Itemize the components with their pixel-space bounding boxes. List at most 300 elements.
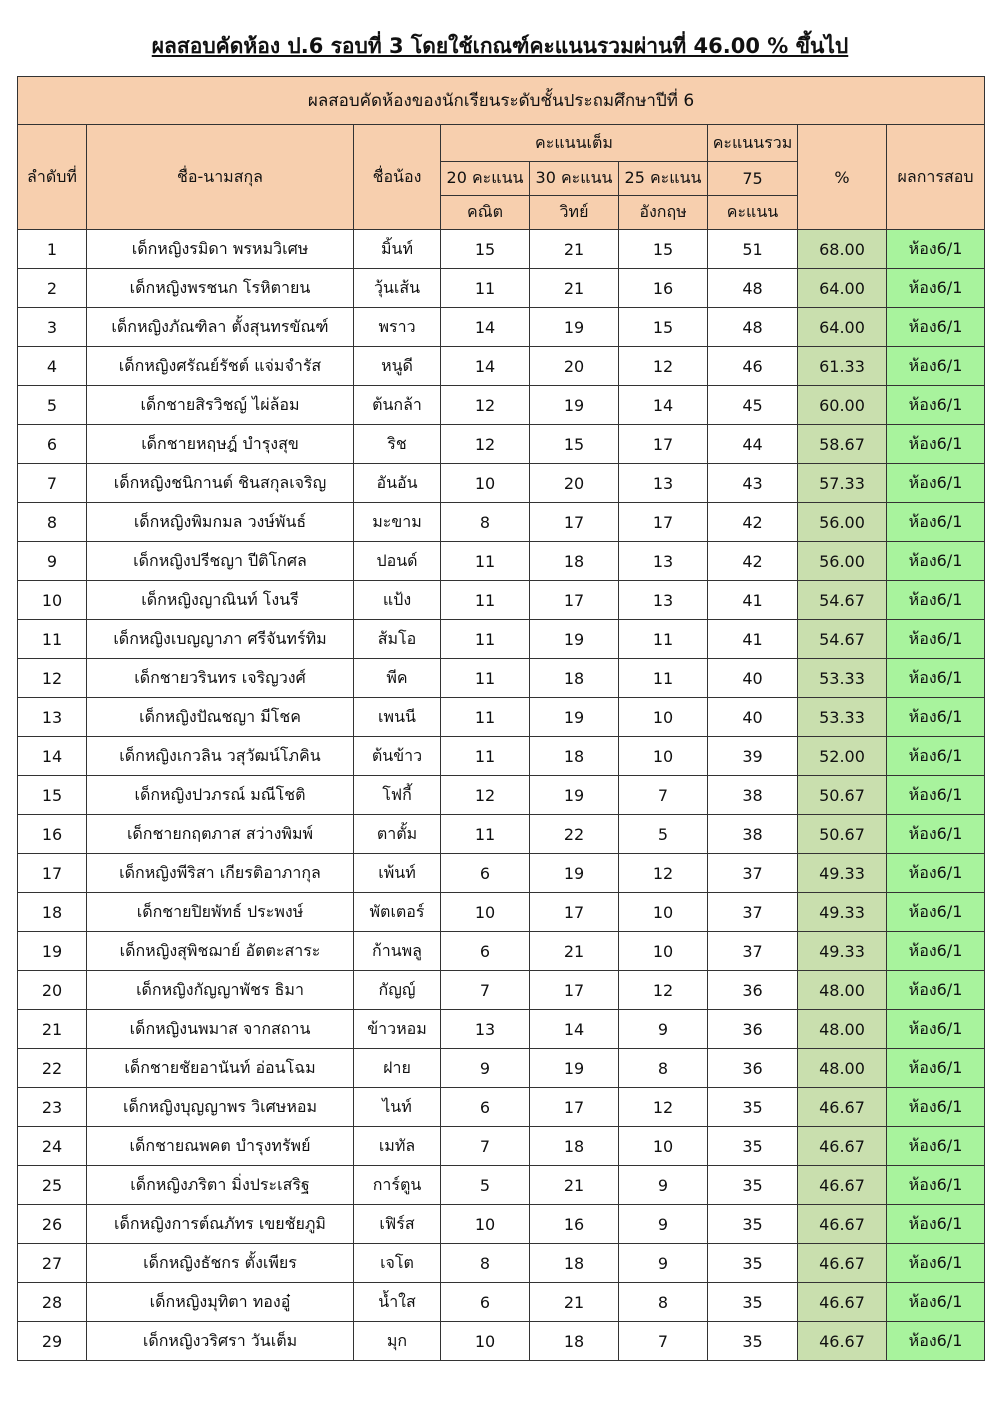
cell-result: ห้อง6/1 bbox=[887, 1049, 985, 1088]
cell-math: 10 bbox=[441, 1322, 530, 1361]
cell-eng: 10 bbox=[619, 737, 708, 776]
cell-result: ห้อง6/1 bbox=[887, 737, 985, 776]
cell-percent: 50.67 bbox=[798, 815, 887, 854]
cell-nickname: ต้นกล้า bbox=[354, 386, 441, 425]
cell-eng: 9 bbox=[619, 1010, 708, 1049]
cell-no: 26 bbox=[18, 1205, 87, 1244]
cell-nickname: เพ้นท์ bbox=[354, 854, 441, 893]
cell-eng: 9 bbox=[619, 1166, 708, 1205]
cell-sci: 17 bbox=[530, 893, 619, 932]
table-row bbox=[18, 464, 985, 503]
cell-no: 21 bbox=[18, 1010, 87, 1049]
cell-name: เด็กชายกฤตภาส สว่างพิมพ์ bbox=[87, 815, 354, 854]
cell-sci: 17 bbox=[530, 971, 619, 1010]
results-table bbox=[17, 76, 985, 1361]
cell-name: เด็กหญิงเกวลิน วสุวัฒน์โภคิน bbox=[87, 737, 354, 776]
cell-result: ห้อง6/1 bbox=[887, 308, 985, 347]
table-row bbox=[18, 1088, 985, 1127]
cell-sci: 19 bbox=[530, 1049, 619, 1088]
cell-math: 13 bbox=[441, 1010, 530, 1049]
cell-no: 10 bbox=[18, 581, 87, 620]
cell-name: เด็กหญิงรมิดา พรหมวิเศษ bbox=[87, 230, 354, 269]
cell-math: 11 bbox=[441, 581, 530, 620]
cell-total: 42 bbox=[708, 542, 798, 581]
table-row bbox=[18, 503, 985, 542]
cell-name: เด็กชายณพคต บำรุงทรัพย์ bbox=[87, 1127, 354, 1166]
cell-nickname: เมทัล bbox=[354, 1127, 441, 1166]
cell-result: ห้อง6/1 bbox=[887, 1010, 985, 1049]
cell-name: เด็กหญิงปวภรณ์ มณีโชติ bbox=[87, 776, 354, 815]
cell-percent: 60.00 bbox=[798, 386, 887, 425]
cell-percent: 46.67 bbox=[798, 1205, 887, 1244]
cell-total: 46 bbox=[708, 347, 798, 386]
cell-result: ห้อง6/1 bbox=[887, 1205, 985, 1244]
cell-name: เด็กหญิงธัชกร ตั้งเพียร bbox=[87, 1244, 354, 1283]
cell-total: 35 bbox=[708, 1127, 798, 1166]
cell-name: เด็กหญิงวริศรา วันเต็ม bbox=[87, 1322, 354, 1361]
table-row bbox=[18, 347, 985, 386]
cell-name: เด็กหญิงภัณฑิลา ตั้งสุนทรขัณฑ์ bbox=[87, 308, 354, 347]
table-row bbox=[18, 1010, 985, 1049]
cell-name: เด็กชายชัยอานันท์ อ่อนโฉม bbox=[87, 1049, 354, 1088]
table-row bbox=[18, 269, 985, 308]
cell-sci: 22 bbox=[530, 815, 619, 854]
cell-sci: 21 bbox=[530, 932, 619, 971]
table-row bbox=[18, 1127, 985, 1166]
cell-eng: 7 bbox=[619, 776, 708, 815]
cell-total: 35 bbox=[708, 1205, 798, 1244]
cell-no: 12 bbox=[18, 659, 87, 698]
cell-math: 12 bbox=[441, 425, 530, 464]
cell-total: 35 bbox=[708, 1166, 798, 1205]
cell-eng: 13 bbox=[619, 464, 708, 503]
cell-name: เด็กชายปิยพัทธ์ ประพงษ์ bbox=[87, 893, 354, 932]
cell-sci: 21 bbox=[530, 1283, 619, 1322]
cell-result: ห้อง6/1 bbox=[887, 269, 985, 308]
cell-result: ห้อง6/1 bbox=[887, 464, 985, 503]
cell-result: ห้อง6/1 bbox=[887, 1283, 985, 1322]
cell-result: ห้อง6/1 bbox=[887, 620, 985, 659]
cell-percent: 46.67 bbox=[798, 1166, 887, 1205]
cell-no: 23 bbox=[18, 1088, 87, 1127]
cell-eng: 17 bbox=[619, 425, 708, 464]
table-row bbox=[18, 1283, 985, 1322]
cell-result: ห้อง6/1 bbox=[887, 425, 985, 464]
cell-total: 40 bbox=[708, 698, 798, 737]
cell-percent: 53.33 bbox=[798, 698, 887, 737]
cell-nickname: ต้นข้าว bbox=[354, 737, 441, 776]
cell-no: 3 bbox=[18, 308, 87, 347]
table-row bbox=[18, 893, 985, 932]
cell-percent: 46.67 bbox=[798, 1283, 887, 1322]
table-row bbox=[18, 542, 985, 581]
cell-name: เด็กหญิงมุทิตา ทองอู๋ bbox=[87, 1283, 354, 1322]
cell-percent: 54.67 bbox=[798, 620, 887, 659]
cell-percent: 46.67 bbox=[798, 1088, 887, 1127]
cell-nickname: เจโต bbox=[354, 1244, 441, 1283]
cell-math: 10 bbox=[441, 1205, 530, 1244]
cell-result: ห้อง6/1 bbox=[887, 230, 985, 269]
cell-sci: 19 bbox=[530, 698, 619, 737]
cell-math: 11 bbox=[441, 698, 530, 737]
cell-result: ห้อง6/1 bbox=[887, 503, 985, 542]
cell-total: 35 bbox=[708, 1322, 798, 1361]
cell-total: 41 bbox=[708, 620, 798, 659]
cell-no: 11 bbox=[18, 620, 87, 659]
cell-sci: 17 bbox=[530, 1088, 619, 1127]
cell-name: เด็กหญิงกัญญาพัชร ธิมา bbox=[87, 971, 354, 1010]
cell-eng: 13 bbox=[619, 581, 708, 620]
cell-percent: 64.00 bbox=[798, 308, 887, 347]
header-result: ผลการสอบ bbox=[887, 125, 985, 230]
cell-total: 35 bbox=[708, 1088, 798, 1127]
cell-name: เด็กหญิงศรัณย์รัชต์ แจ่มจำรัส bbox=[87, 347, 354, 386]
cell-sci: 17 bbox=[530, 503, 619, 542]
cell-eng: 14 bbox=[619, 386, 708, 425]
cell-result: ห้อง6/1 bbox=[887, 893, 985, 932]
cell-percent: 56.00 bbox=[798, 503, 887, 542]
cell-eng: 11 bbox=[619, 659, 708, 698]
cell-name: เด็กหญิงปัณชญา มีโชค bbox=[87, 698, 354, 737]
cell-no: 16 bbox=[18, 815, 87, 854]
cell-result: ห้อง6/1 bbox=[887, 932, 985, 971]
cell-percent: 58.67 bbox=[798, 425, 887, 464]
cell-nickname: ปอนด์ bbox=[354, 542, 441, 581]
cell-percent: 49.33 bbox=[798, 893, 887, 932]
cell-eng: 8 bbox=[619, 1283, 708, 1322]
cell-name: เด็กชายวรินทร เจริญวงศ์ bbox=[87, 659, 354, 698]
cell-total: 40 bbox=[708, 659, 798, 698]
cell-total: 37 bbox=[708, 932, 798, 971]
table-row bbox=[18, 737, 985, 776]
cell-no: 29 bbox=[18, 1322, 87, 1361]
cell-result: ห้อง6/1 bbox=[887, 698, 985, 737]
cell-percent: 46.67 bbox=[798, 1322, 887, 1361]
cell-nickname: ส้มโอ bbox=[354, 620, 441, 659]
cell-sci: 18 bbox=[530, 542, 619, 581]
cell-eng: 7 bbox=[619, 1322, 708, 1361]
table-row bbox=[18, 425, 985, 464]
cell-name: เด็กหญิงนพมาส จากสถาน bbox=[87, 1010, 354, 1049]
cell-name: เด็กชายหฤษฎ์ บำรุงสุข bbox=[87, 425, 354, 464]
cell-nickname: การ์ตูน bbox=[354, 1166, 441, 1205]
cell-no: 5 bbox=[18, 386, 87, 425]
cell-sci: 19 bbox=[530, 386, 619, 425]
cell-no: 15 bbox=[18, 776, 87, 815]
cell-percent: 68.00 bbox=[798, 230, 887, 269]
cell-nickname: กัญญ์ bbox=[354, 971, 441, 1010]
cell-name: เด็กหญิงบุญญาพร วิเศษหอม bbox=[87, 1088, 354, 1127]
cell-eng: 5 bbox=[619, 815, 708, 854]
cell-no: 25 bbox=[18, 1166, 87, 1205]
table-banner-row bbox=[18, 77, 985, 125]
cell-math: 6 bbox=[441, 1283, 530, 1322]
cell-nickname: ไนท์ bbox=[354, 1088, 441, 1127]
cell-result: ห้อง6/1 bbox=[887, 386, 985, 425]
cell-sci: 21 bbox=[530, 230, 619, 269]
cell-percent: 64.00 bbox=[798, 269, 887, 308]
cell-math: 6 bbox=[441, 1088, 530, 1127]
cell-math: 11 bbox=[441, 737, 530, 776]
cell-percent: 50.67 bbox=[798, 776, 887, 815]
cell-total: 35 bbox=[708, 1244, 798, 1283]
cell-nickname: มะขาม bbox=[354, 503, 441, 542]
header-full-score: คะแนนเต็ม bbox=[441, 125, 708, 162]
cell-total: 42 bbox=[708, 503, 798, 542]
header-name: ชื่อ-นามสกุล bbox=[87, 125, 354, 230]
table-row bbox=[18, 854, 985, 893]
cell-math: 6 bbox=[441, 932, 530, 971]
cell-nickname: ตาตั้ม bbox=[354, 815, 441, 854]
header-math-max: 20 คะแนน bbox=[441, 162, 530, 196]
header-percent: % bbox=[798, 125, 887, 230]
cell-name: เด็กหญิงพรชนก โรหิตายน bbox=[87, 269, 354, 308]
cell-math: 5 bbox=[441, 1166, 530, 1205]
cell-nickname: มิ้นท์ bbox=[354, 230, 441, 269]
cell-name: เด็กชายสิรวิชญ์ ไผ่ล้อม bbox=[87, 386, 354, 425]
cell-nickname: หนูดี bbox=[354, 347, 441, 386]
cell-math: 10 bbox=[441, 464, 530, 503]
cell-total: 45 bbox=[708, 386, 798, 425]
cell-math: 6 bbox=[441, 854, 530, 893]
cell-result: ห้อง6/1 bbox=[887, 854, 985, 893]
table-row bbox=[18, 1049, 985, 1088]
cell-result: ห้อง6/1 bbox=[887, 542, 985, 581]
cell-percent: 57.33 bbox=[798, 464, 887, 503]
cell-name: เด็กหญิงพิมกมล วงษ์พันธ์ bbox=[87, 503, 354, 542]
cell-total: 37 bbox=[708, 893, 798, 932]
cell-no: 27 bbox=[18, 1244, 87, 1283]
document-title: ผลสอบคัดห้อง ป.6 รอบที่ 3 โดยใช้เกณฑ์คะแนนรวมผ่านที่ 46.00 % ขึ้นไป bbox=[151, 34, 849, 58]
cell-total: 51 bbox=[708, 230, 798, 269]
cell-result: ห้อง6/1 bbox=[887, 581, 985, 620]
cell-eng: 15 bbox=[619, 230, 708, 269]
cell-no: 13 bbox=[18, 698, 87, 737]
cell-sci: 18 bbox=[530, 737, 619, 776]
cell-total: 37 bbox=[708, 854, 798, 893]
header-total-label: คะแนนรวม bbox=[708, 125, 798, 162]
cell-math: 11 bbox=[441, 659, 530, 698]
cell-sci: 21 bbox=[530, 269, 619, 308]
header-nickname: ชื่อน้อง bbox=[354, 125, 441, 230]
cell-math: 14 bbox=[441, 308, 530, 347]
table-row bbox=[18, 581, 985, 620]
cell-eng: 12 bbox=[619, 1088, 708, 1127]
header-eng: อังกฤษ bbox=[619, 196, 708, 230]
cell-eng: 8 bbox=[619, 1049, 708, 1088]
cell-result: ห้อง6/1 bbox=[887, 971, 985, 1010]
cell-no: 6 bbox=[18, 425, 87, 464]
cell-percent: 61.33 bbox=[798, 347, 887, 386]
cell-sci: 20 bbox=[530, 464, 619, 503]
cell-percent: 48.00 bbox=[798, 1049, 887, 1088]
cell-no: 22 bbox=[18, 1049, 87, 1088]
cell-nickname: ข้าวหอม bbox=[354, 1010, 441, 1049]
cell-name: เด็กหญิงเบญญาภา ศรีจันทร์ทิม bbox=[87, 620, 354, 659]
cell-result: ห้อง6/1 bbox=[887, 776, 985, 815]
cell-total: 48 bbox=[708, 269, 798, 308]
cell-eng: 17 bbox=[619, 503, 708, 542]
cell-eng: 10 bbox=[619, 1127, 708, 1166]
cell-sci: 16 bbox=[530, 1205, 619, 1244]
cell-no: 9 bbox=[18, 542, 87, 581]
table-row bbox=[18, 659, 985, 698]
header-sci-max: 30 คะแนน bbox=[530, 162, 619, 196]
cell-no: 1 bbox=[18, 230, 87, 269]
cell-math: 7 bbox=[441, 971, 530, 1010]
cell-sci: 17 bbox=[530, 581, 619, 620]
cell-math: 11 bbox=[441, 620, 530, 659]
table-row bbox=[18, 971, 985, 1010]
cell-name: เด็กหญิงญาณินท์ โงนรี bbox=[87, 581, 354, 620]
table-row bbox=[18, 1322, 985, 1361]
cell-total: 43 bbox=[708, 464, 798, 503]
table-row bbox=[18, 386, 985, 425]
cell-result: ห้อง6/1 bbox=[887, 1244, 985, 1283]
cell-percent: 48.00 bbox=[798, 1010, 887, 1049]
cell-nickname: วุ้นเส้น bbox=[354, 269, 441, 308]
cell-percent: 46.67 bbox=[798, 1127, 887, 1166]
table-row bbox=[18, 1205, 985, 1244]
cell-math: 11 bbox=[441, 542, 530, 581]
cell-nickname: ก้านพลู bbox=[354, 932, 441, 971]
cell-sci: 18 bbox=[530, 659, 619, 698]
cell-nickname: มุก bbox=[354, 1322, 441, 1361]
cell-sci: 19 bbox=[530, 308, 619, 347]
table-row bbox=[18, 815, 985, 854]
cell-name: เด็กหญิงชนิกานต์ ชินสกุลเจริญ bbox=[87, 464, 354, 503]
cell-percent: 49.33 bbox=[798, 932, 887, 971]
cell-nickname: พราว bbox=[354, 308, 441, 347]
cell-nickname: พีค bbox=[354, 659, 441, 698]
cell-nickname: พัตเตอร์ bbox=[354, 893, 441, 932]
cell-math: 11 bbox=[441, 815, 530, 854]
cell-math: 8 bbox=[441, 503, 530, 542]
cell-eng: 10 bbox=[619, 932, 708, 971]
table-row bbox=[18, 620, 985, 659]
cell-math: 10 bbox=[441, 893, 530, 932]
cell-math: 12 bbox=[441, 776, 530, 815]
cell-total: 41 bbox=[708, 581, 798, 620]
cell-nickname: โฟกี้ bbox=[354, 776, 441, 815]
cell-nickname: ริช bbox=[354, 425, 441, 464]
cell-no: 20 bbox=[18, 971, 87, 1010]
cell-math: 12 bbox=[441, 386, 530, 425]
cell-name: เด็กหญิงพีริสา เกียรติอาภากุล bbox=[87, 854, 354, 893]
cell-eng: 10 bbox=[619, 893, 708, 932]
cell-result: ห้อง6/1 bbox=[887, 815, 985, 854]
table-row bbox=[18, 932, 985, 971]
results-body bbox=[18, 230, 985, 1361]
cell-eng: 12 bbox=[619, 971, 708, 1010]
cell-total: 39 bbox=[708, 737, 798, 776]
cell-sci: 19 bbox=[530, 776, 619, 815]
cell-no: 17 bbox=[18, 854, 87, 893]
cell-percent: 48.00 bbox=[798, 971, 887, 1010]
cell-result: ห้อง6/1 bbox=[887, 347, 985, 386]
cell-eng: 15 bbox=[619, 308, 708, 347]
cell-no: 2 bbox=[18, 269, 87, 308]
cell-math: 11 bbox=[441, 269, 530, 308]
cell-total: 35 bbox=[708, 1283, 798, 1322]
table-row bbox=[18, 698, 985, 737]
cell-result: ห้อง6/1 bbox=[887, 659, 985, 698]
cell-eng: 12 bbox=[619, 854, 708, 893]
cell-math: 14 bbox=[441, 347, 530, 386]
cell-total: 48 bbox=[708, 308, 798, 347]
table-row bbox=[18, 776, 985, 815]
cell-result: ห้อง6/1 bbox=[887, 1322, 985, 1361]
cell-total: 44 bbox=[708, 425, 798, 464]
cell-no: 14 bbox=[18, 737, 87, 776]
cell-name: เด็กหญิงสุพิชฌาย์ อัตตะสาระ bbox=[87, 932, 354, 971]
cell-no: 18 bbox=[18, 893, 87, 932]
table-title: ผลสอบคัดห้องของนักเรียนระดับชั้นประถมศึกษาปีที่ 6 bbox=[18, 77, 985, 125]
cell-percent: 46.67 bbox=[798, 1244, 887, 1283]
header-row-1 bbox=[18, 125, 985, 162]
table-row bbox=[18, 1244, 985, 1283]
cell-sci: 18 bbox=[530, 1127, 619, 1166]
table-row bbox=[18, 230, 985, 269]
header-total-unit: คะแนน bbox=[708, 196, 798, 230]
cell-name: เด็กหญิงการต์ณภัทร เขยชัยภูมิ bbox=[87, 1205, 354, 1244]
cell-total: 38 bbox=[708, 815, 798, 854]
cell-nickname: อันอัน bbox=[354, 464, 441, 503]
cell-math: 7 bbox=[441, 1127, 530, 1166]
cell-result: ห้อง6/1 bbox=[887, 1166, 985, 1205]
cell-result: ห้อง6/1 bbox=[887, 1127, 985, 1166]
cell-nickname: แป้ง bbox=[354, 581, 441, 620]
cell-no: 19 bbox=[18, 932, 87, 971]
cell-eng: 9 bbox=[619, 1205, 708, 1244]
cell-sci: 20 bbox=[530, 347, 619, 386]
header-sci: วิทย์ bbox=[530, 196, 619, 230]
cell-sci: 18 bbox=[530, 1322, 619, 1361]
cell-percent: 54.67 bbox=[798, 581, 887, 620]
cell-total: 36 bbox=[708, 1010, 798, 1049]
cell-percent: 52.00 bbox=[798, 737, 887, 776]
cell-sci: 18 bbox=[530, 1244, 619, 1283]
cell-sci: 19 bbox=[530, 854, 619, 893]
header-eng-max: 25 คะแนน bbox=[619, 162, 708, 196]
cell-math: 9 bbox=[441, 1049, 530, 1088]
cell-eng: 11 bbox=[619, 620, 708, 659]
cell-total: 36 bbox=[708, 1049, 798, 1088]
cell-nickname: น้ำใส bbox=[354, 1283, 441, 1322]
cell-result: ห้อง6/1 bbox=[887, 1088, 985, 1127]
cell-nickname: ฝาย bbox=[354, 1049, 441, 1088]
cell-sci: 19 bbox=[530, 620, 619, 659]
cell-percent: 49.33 bbox=[798, 854, 887, 893]
cell-total: 38 bbox=[708, 776, 798, 815]
cell-percent: 53.33 bbox=[798, 659, 887, 698]
table-row bbox=[18, 308, 985, 347]
cell-math: 15 bbox=[441, 230, 530, 269]
cell-name: เด็กหญิงปรีชญา ปีติโกศล bbox=[87, 542, 354, 581]
cell-percent: 56.00 bbox=[798, 542, 887, 581]
cell-name: เด็กหญิงภริตา มิ่งประเสริฐ bbox=[87, 1166, 354, 1205]
header-no: ลำดับที่ bbox=[18, 125, 87, 230]
cell-no: 24 bbox=[18, 1127, 87, 1166]
cell-eng: 10 bbox=[619, 698, 708, 737]
cell-total: 36 bbox=[708, 971, 798, 1010]
cell-eng: 9 bbox=[619, 1244, 708, 1283]
header-math: คณิต bbox=[441, 196, 530, 230]
cell-eng: 13 bbox=[619, 542, 708, 581]
cell-nickname: เพนนี bbox=[354, 698, 441, 737]
cell-math: 8 bbox=[441, 1244, 530, 1283]
cell-eng: 16 bbox=[619, 269, 708, 308]
